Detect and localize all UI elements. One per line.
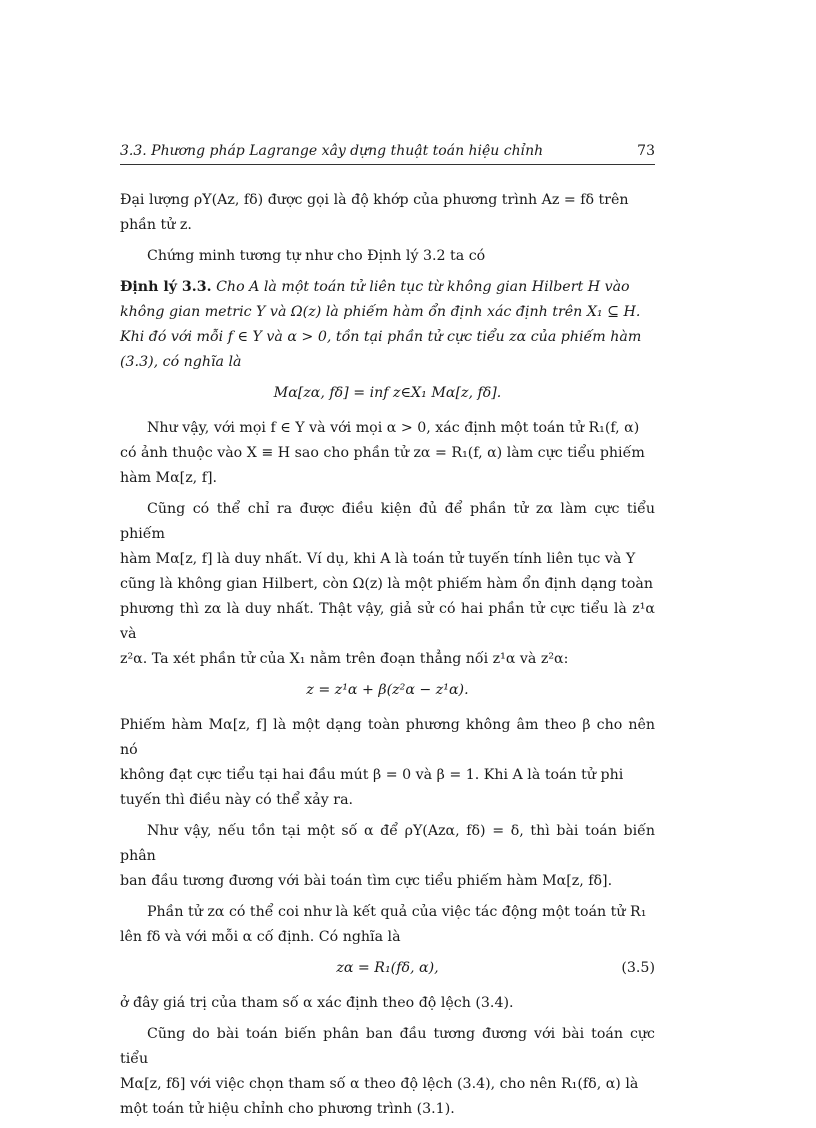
text-line: Như vậy, nếu tồn tại một số α để ρY(Azα, fδ) = δ, thì bài toán biến phân [120,823,655,864]
text-line: hàm Mα[z, f]. [120,470,217,486]
paragraph-4 [120,497,655,672]
paragraph-8: ở đây giá trị của tham số α xác định theo độ lệch (3.4). [120,995,514,1011]
equation-body: zα = R₁(fδ, α), [336,960,439,976]
text-line: có ảnh thuộc vào X ≡ H sao cho phần tử zα = R₁(f, α) làm cực tiểu phiếm [120,445,645,461]
text-line: (3.3), có nghĩa là [120,354,242,370]
text-line: Phần tử zα có thể coi như là kết quả của việc tác động một toán tử R₁ [147,904,647,920]
paragraph-5 [120,713,655,813]
text-line: Cũng có thể chỉ ra được điều kiện đủ để phần tử zα làm cực tiểu phiếm [120,501,655,542]
text-line: một toán tử hiệu chỉnh cho phương trình (3.1). [120,1101,455,1117]
equation-number: (3.5) [621,960,655,976]
text-line: Đại lượng ρY(Az, fδ) được gọi là độ khớp của phương trình Az = fδ trên [120,192,629,208]
text-line: không gian metric Y và Ω(z) là phiếm hàm ổn định xác định trên X₁ ⊆ H. [120,304,641,320]
text-line: Mα[z, fδ] với việc chọn tham số α theo độ lệch (3.4), cho nên R₁(fδ, α) là [120,1076,639,1092]
header-rule [120,164,655,165]
equation-segment: z = z¹α + β(z²α − z¹α). [306,682,469,698]
text-line: Như vậy, với mọi f ∈ Y và với mọi α > 0, xác định một toán tử R₁(f, α) [147,420,640,436]
paragraph-6 [120,819,655,894]
paragraph-2: Chứng minh tương tự như cho Định lý 3.2 ta có [147,248,486,264]
text-line: ban đầu tương đương với bài toán tìm cực tiểu phiếm hàm Mα[z, fδ]. [120,873,613,889]
text-line: hàm Mα[z, f] là duy nhất. Ví dụ, khi A là toán tử tuyến tính liên tục và Y [120,551,636,567]
text-line: không đạt cực tiểu tại hai đầu mút β = 0 và β = 1. Khi A là toán tử phi [120,767,624,783]
text-line: z²α. Ta xét phần tử của X₁ nằm trên đoạn thẳng nối z¹α và z²α: [120,651,569,667]
page-number: 73 [637,143,655,159]
paragraph-7 [120,900,655,950]
text-line: Phiếm hàm Mα[z, f] là một dạng toàn phương không âm theo β cho nên nó [120,717,655,758]
theorem-label: Định lý 3.3. [120,279,212,295]
equation-inf: Mα[zα, fδ] = inf z∈X₁ Mα[z, fδ]. [273,385,502,401]
text-line: tuyến thì điều này có thể xảy ra. [120,792,354,808]
header-title: 3.3. Phương pháp Lagrange xây dựng thuật toán hiệu chỉnh [120,143,544,159]
theorem-3-3 [120,275,655,375]
paragraph-9 [120,1022,655,1122]
paragraph-3 [120,416,655,491]
text-line: phương thì zα là duy nhất. Thật vậy, giả sử có hai phần tử cực tiểu là z¹α và [120,601,655,642]
equation-3-5 [120,956,655,981]
paragraph-1 [120,188,655,238]
text-line: cũng là không gian Hilbert, còn Ω(z) là một phiếm hàm ổn định dạng toàn [120,576,653,592]
text-line: lên fδ và với mỗi α cố định. Có nghĩa là [120,929,401,945]
text-line: Cũng do bài toán biến phân ban đầu tương đương với bài toán cực tiểu [120,1026,655,1067]
text-line: Khi đó với mỗi f ∈ Y và α > 0, tồn tại phần tử cực tiểu zα của phiếm hàm [120,329,642,345]
running-header [120,143,655,159]
text-line: Cho A là một toán tử liên tục từ không gian Hilbert H vào [216,279,630,295]
text-line: phần tử z. [120,217,192,233]
page-body [120,188,655,1128]
